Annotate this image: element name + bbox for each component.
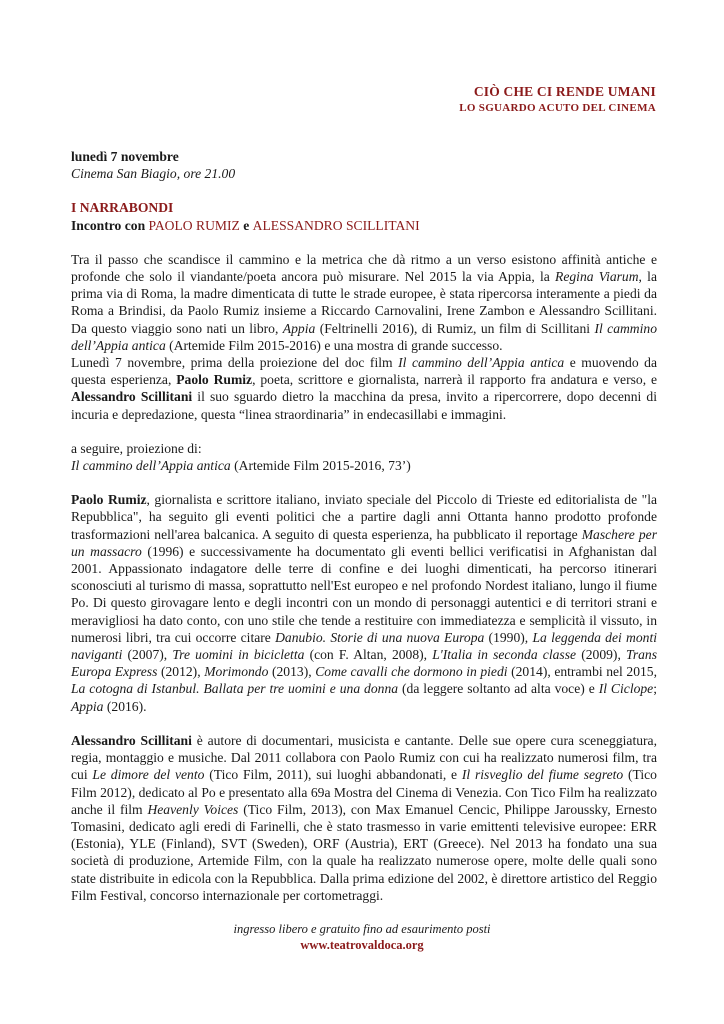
text-span: (1996) e successivamente ha documentato gli eventi bellici verificatisi in Afghanistan dal 2001. Appassionato indagatore delle terre di confine e dei luoghi dimenticati, ha percorso itinerari sconosciuti al turismo di massa, soprattutto nell'Est europeo e nel profondo Nordest italiano, lungo il fiume Po. Di questo girovagare lento e degli incontri con un mondo di personaggi autentici e di territori strani e meravigliosi ha dato conto, con uno stile che tende a restituire con immediatezza e semplicità il vissuto, in numerosi libri, tra cui occorre citare	[71, 543, 657, 645]
intro-paragraph-1	[71, 251, 657, 354]
text-span: , poeta, scrittore e giornalista, narrerà il rapporto fra andatura e verso, e	[252, 372, 657, 388]
text-span: (2013),	[268, 664, 316, 680]
italic-span: Il risveglio del fiume segreto	[461, 767, 624, 783]
event-subtitle	[71, 217, 657, 234]
screening-film	[71, 457, 657, 474]
page-footer	[0, 921, 724, 953]
text-span: (Tico Film, 2013), con Max Emanuel Cencic, Philippe Jaroussky, Ernesto Tomasini, dedicato agli eredi di Farinelli, che è stato trasmesso in varie emittenti televisive europee: ERR (Estonia), YLE (Finland), SVT (Sweden), ORF (Austria), ERT (Greece). Nel 2013 ha fondato una sua società di produzione, Artemide Film, con la quale ha realizzato numerose opere, molte delle quali sono state distribuite in edicola con la Repubblica. Dalla prima edizione del 2002, è direttore artistico del Reggio Film Festival, concorso internazionale per cortometraggi.	[71, 801, 657, 903]
italic-span: Morimondo	[204, 664, 269, 680]
italic-span: L'Italia in seconda classe	[432, 647, 577, 663]
bold-span: Alessandro Scillitani	[71, 389, 193, 405]
bio-name: Paolo Rumiz	[71, 492, 147, 508]
text-span: (Tico Film, 2011), sui luoghi abbandonati, e	[204, 767, 462, 783]
text-span: e muovendo da questa esperienza,	[71, 355, 657, 388]
text-span: è autore di documentari, musicista e cantante. Delle sue opere cura sceneggiatura, regia, montaggio e musiche. Dal 2011 collabora con Paolo Rumiz con cui ha realizzato numerosi film, tra cui	[71, 732, 657, 783]
intro-paragraph-2	[71, 354, 657, 423]
italic-span: La cotogna di Istanbul. Ballata per tre uomini e una donna	[71, 681, 399, 697]
series-subtitle: LO SGUARDO ACUTO DEL CINEMA	[459, 102, 656, 114]
italic-span: Il cammino dell’Appia antica	[398, 355, 565, 371]
film-details: (Artemide Film 2015-2016, 73’)	[230, 458, 411, 474]
text-span: il suo sguardo dietro la macchina da presa, invito a ripercorrere, dopo decenni di incuria e depredazione, questa “linea straordinaria” in endecasillabi e immagini.	[71, 389, 657, 422]
guest-rumiz: PAOLO RUMIZ	[148, 217, 240, 233]
bio-name: Alessandro Scillitani	[71, 732, 192, 748]
italic-span: Tre uomini in bicicletta	[172, 647, 305, 663]
italic-span: Le dimore del vento	[92, 767, 205, 783]
italic-span: Appia	[71, 698, 104, 714]
series-title: CIÒ CHE CI RENDE UMANI	[473, 84, 656, 99]
film-title: Il cammino dell’Appia antica	[71, 458, 231, 474]
page-header	[459, 84, 656, 114]
italic-span: Il cammino dell’Appia antica	[71, 320, 657, 353]
italic-span: Danubio. Storie di una nuova Europa	[275, 629, 485, 645]
text-span: (2009),	[576, 647, 627, 663]
bio-scillitani	[71, 732, 657, 904]
text-span: , giornalista e scrittore italiano, inviato speciale del Piccolo di Trieste ed editorialista de "la Repubblica", ha seguito gli eventi politici che a partire dagli anni Ottanta hanno prodotto profonde trasformazioni nell'area balcanica. A seguito di questa esperienza, ha pubblicato il reportage	[71, 492, 657, 542]
screening-label: a seguire, proiezione di:	[71, 440, 202, 456]
text-span: (Tico Film 2012), dedicato al Po e presentato alla 69a Mostra del Cinema di Venezia. Con Tico Film ha realizzato anche il film	[71, 767, 657, 817]
text-span: (Feltrinelli 2016), di Rumiz, un film di Scillitani	[315, 320, 595, 336]
incontro-prefix: Incontro con	[71, 217, 149, 233]
italic-span: Maschere per un massacro	[71, 526, 657, 559]
main-content	[71, 148, 657, 904]
italic-span: Trans Europa Express	[71, 647, 657, 680]
italic-span: La leggenda dei monti naviganti	[71, 629, 658, 663]
italic-span: Regina Viarum	[555, 269, 639, 285]
bio-rumiz	[71, 491, 657, 715]
event-venue: Cinema San Biagio, ore 21.00	[71, 166, 236, 182]
text-span: (2007),	[122, 647, 173, 663]
and-text: e	[239, 217, 253, 233]
text-span: (2014), entrambi nel 2015,	[507, 664, 657, 680]
text-span: , la prima via di Roma, la madre dimenticata di tutte le strade europee, è stata ripercorsa interamente a piedi da Roma a Brindisi, da Paolo Rumiz insieme a Riccardo Carnovalini, Irene Zambon e Alessandro Scillitani. Da questo viaggio sono nati un libro,	[71, 269, 657, 336]
italic-span: Il Ciclope	[598, 681, 654, 697]
text-span: (Artemide Film 2015-2016) e una mostra di grande successo.	[165, 337, 503, 353]
admission-note: ingresso libero e gratuito fino ad esaurimento posti	[233, 922, 491, 936]
event-title: I NARRABONDI	[71, 200, 174, 216]
guest-scillitani: ALESSANDRO SCILLITANI	[252, 217, 420, 233]
text-span: (con F. Altan, 2008),	[304, 647, 433, 663]
text-span: Lunedì 7 novembre, prima della proiezione del doc film	[71, 355, 399, 371]
text-span: (2016).	[103, 698, 147, 714]
text-span: ;	[653, 681, 657, 697]
italic-span: Heavenly Voices	[147, 801, 239, 817]
italic-span: Come cavalli che dormono in piedi	[315, 664, 508, 680]
text-span: (2012),	[157, 664, 205, 680]
event-date: lunedì 7 novembre	[71, 149, 179, 164]
text-span: (1990),	[484, 629, 533, 645]
website-link[interactable]: www.teatrovaldoca.org	[300, 938, 424, 952]
italic-span: Appia	[282, 320, 316, 336]
bold-span: Paolo Rumiz	[176, 372, 253, 388]
text-span: (da leggere soltanto ad alta voce) e	[398, 681, 599, 697]
text-span: Tra il passo che scandisce il cammino e la metrica che dà ritmo a un verso esistono affinità antiche e profonde che solo il viandante/poeta ancora può misurare. Nel 2015 la via Appia, la	[71, 251, 657, 285]
